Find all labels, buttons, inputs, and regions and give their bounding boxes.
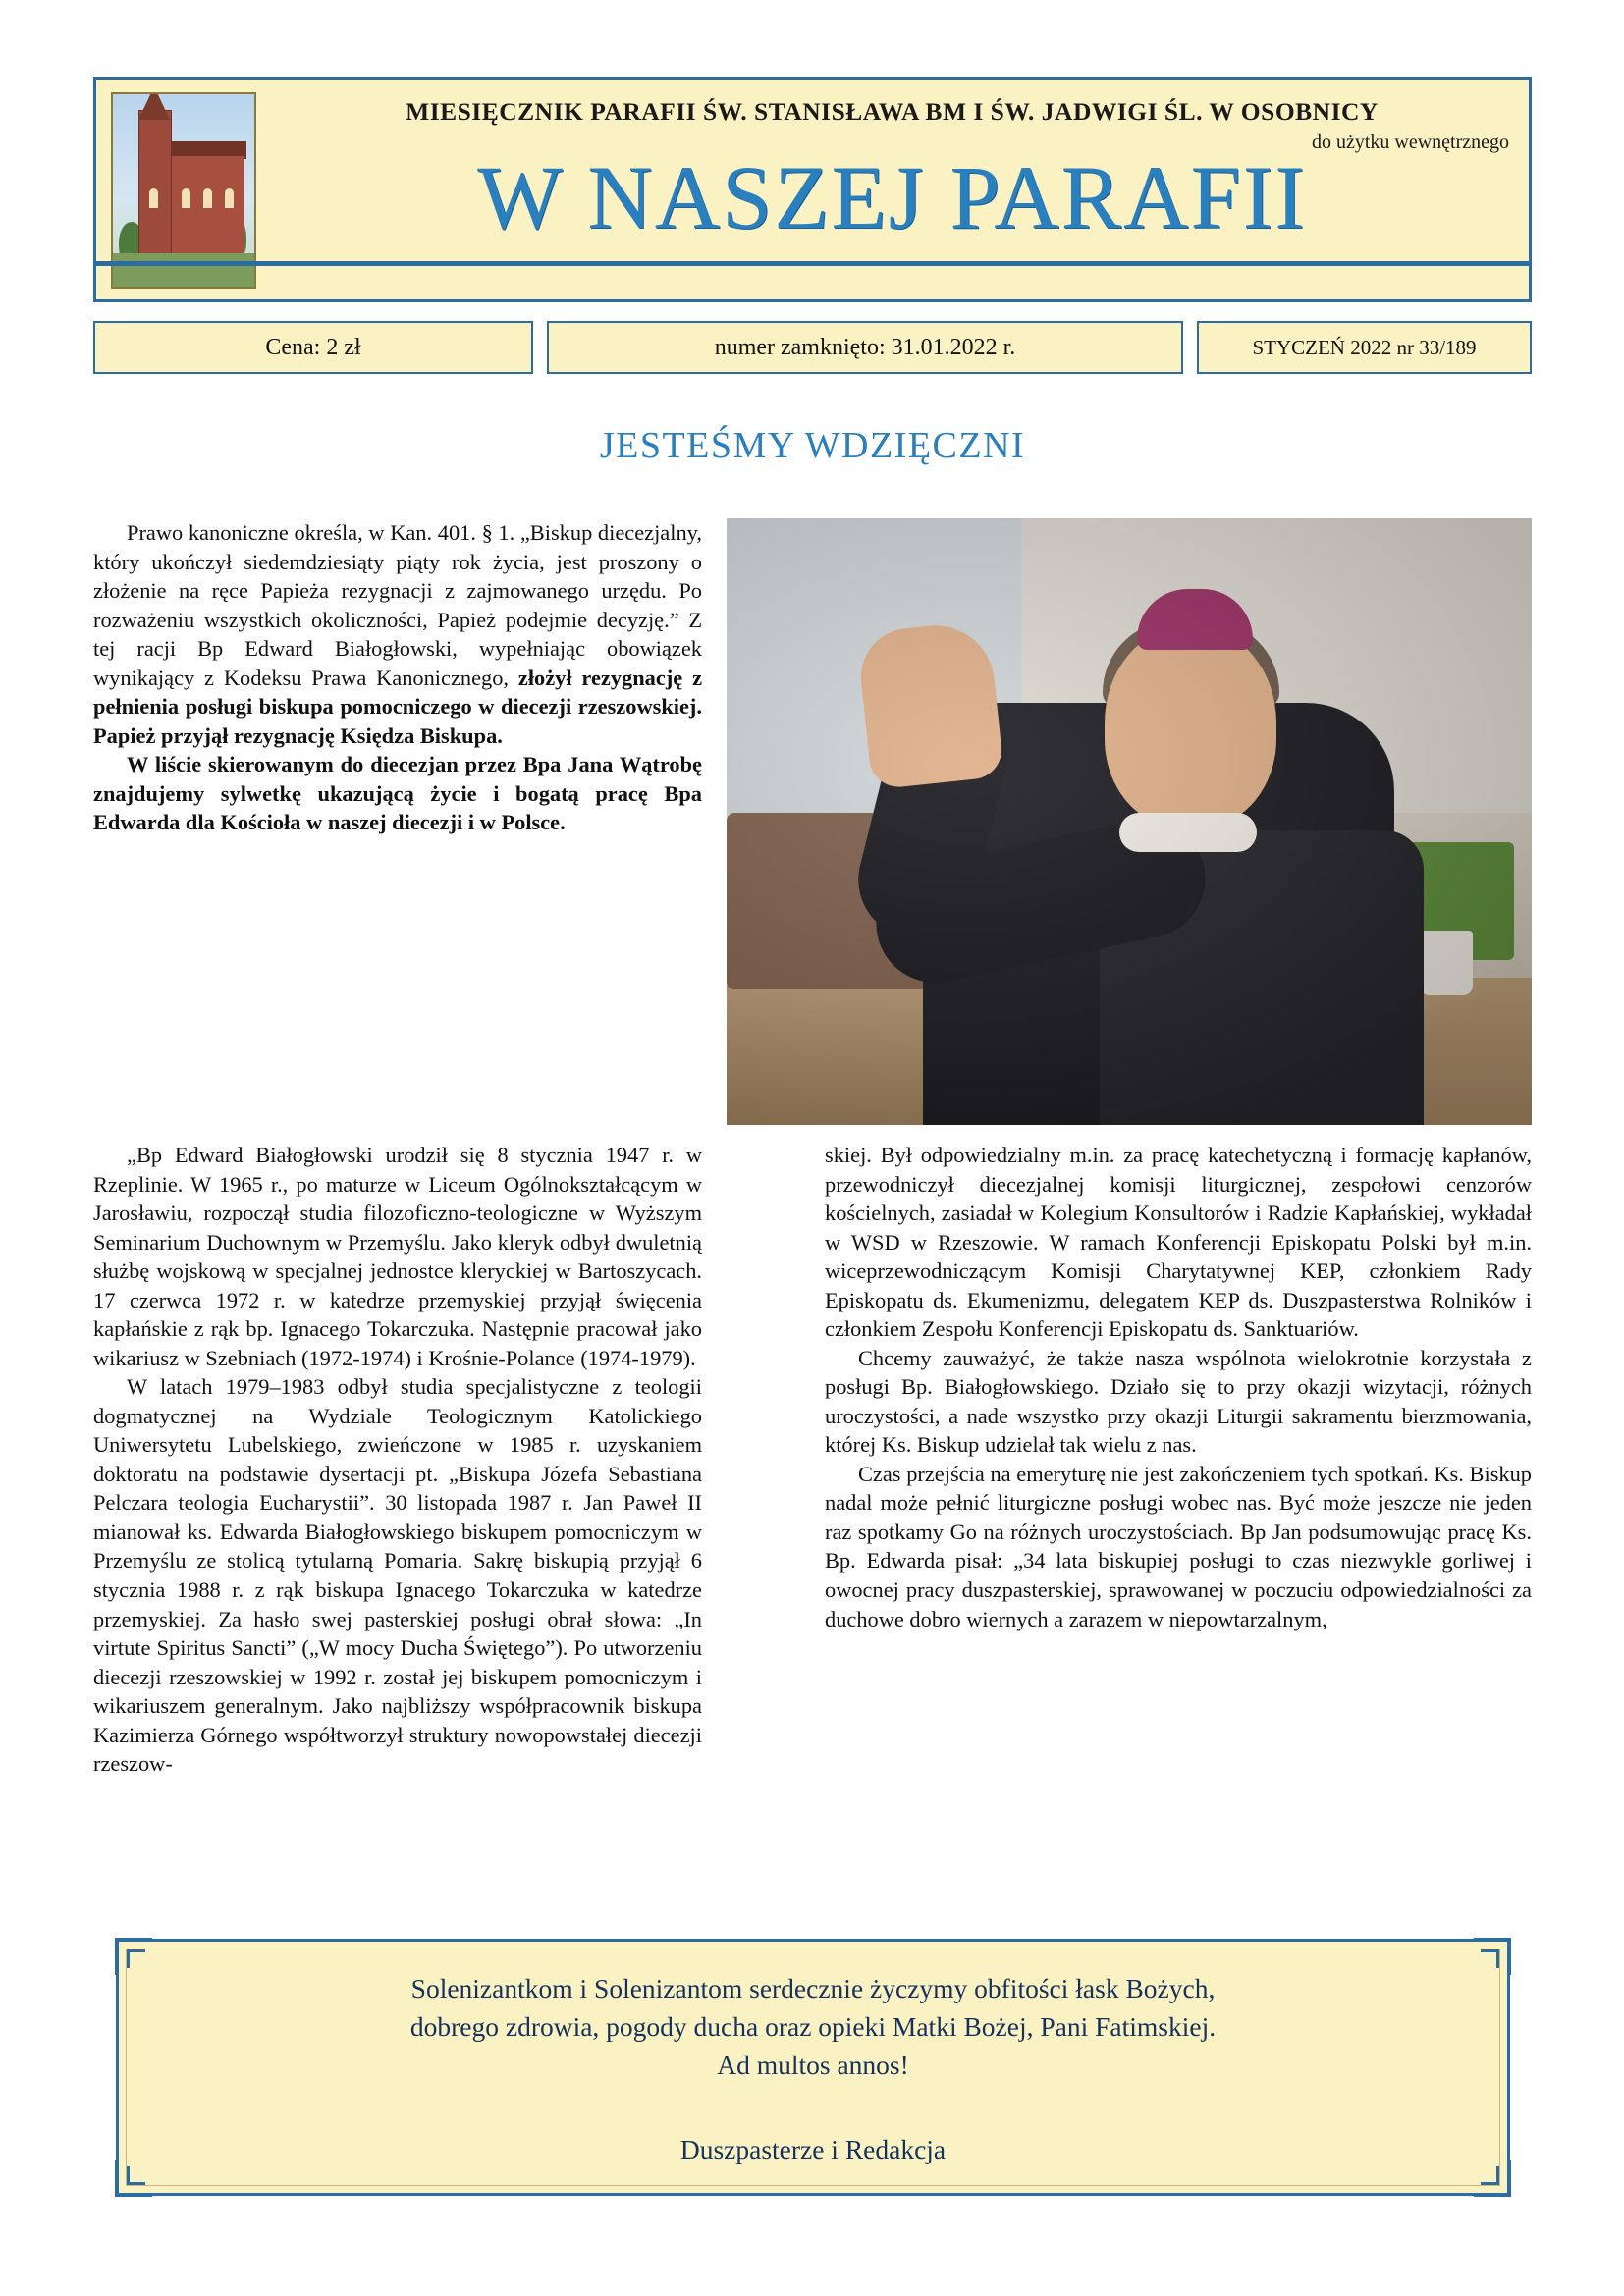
paragraph-b2: W latach 1979–1983 odbył studia specjalistyczne z teologii dogmatycznej na Wydziale Teologicznym Katolickiego Uniwersytetu Lubelskiego, zwieńczone w 1985 r. uzyskaniem doktoratu na podstawie dysertacji pt. „Biskupa Józefa Sebastiana Pelczara teologia Eucharystii”. 30 listopada 1987 r. Jan Paweł II mianował ks. Edwarda Białogłowskiego biskupem pomocniczym w Przemyślu ze stolicą tytularną Pomaria. Sakrę biskupią przyjął 6 stycznia 1988 r. z rąk biskupa Ignacego Tokarczuka w katedrze przemyskiej. Za hasło swej pasterskiej posługi obrał słowa: „In virtute Spiritus Sancti” („W mocy Ducha Świętego”). Po utworzeniu diecezji rzeszowskiej w 1992 r. został jej biskupem pomocniczym i wikariuszem generalnym. Jako najbliższy współpracownik biskupa Kazimierza Górnego współtworzył struktury nowopowstałej diecezji rzeszow- [93,1374,702,1777]
article-title: JESTEŚMY WDZIĘCZNI [599,425,1026,466]
article-column-b [93,1141,702,1779]
paragraph-a1-bold: złożył rezygnację z pełnienia posługi biskupa pomocniczego w diecezji rzeszowskiej. Papież przyjął rezygnację Księdza Biskupa. [93,665,703,748]
greeting-signature: Duszpasterze i Redakcja [679,2134,947,2164]
church-photo [111,92,256,289]
bishop-photo [727,518,1532,1125]
article-column-c [825,1141,1532,1633]
masthead-subtitle: MIESIĘCZNIK PARAFII ŚW. STANISŁAWA BM I ŚW. JADWIGI ŚL. W OSOBNICY [406,97,1379,126]
masthead-divider [96,261,1529,266]
paragraph-c2: Chcemy zauważyć, że także nasza wspólnota wielokrotnie korzystała z posługi Bp. Białogłowskiego. Działo się to przy okazji wizytacji, różnych uroczystości, a nade wszystko przy okazji Liturgii sakramentu bierzmowania, której Ks. Biskup udzielał tak wielu z nas. [825,1345,1532,1458]
paragraph-a2 [93,750,702,837]
page-title: W NASZEJ PARAFII [477,147,1307,247]
masthead-internal-note: do użytku wewnętrznego [1311,132,1509,153]
greeting-text [178,1969,1448,2084]
masthead [93,77,1532,302]
paragraph-a1-text: Prawo kanoniczne określa, w Kan. 401. § 1. „Biskup diecezjalny, który ukończył siedemdziesiąty piąty rok życia, jest proszony o złożenie na ręce Papieża rezygnacji z zajmowanego urzędu. Po rozważeniu wszystkich okoliczności, Papież podejmie decyzję.” Z tej racji Bp Edward Białogłowski, wypełniając obowiązek wynikający z Kodeksu Prawa Kanonicznego, [93,520,702,690]
greeting-line-2: dobrego zdrowia, pogody ducha oraz opieki Matki Bożej, Pani Fatimskiej. [409,2011,1217,2043]
closing-date-box: numer zamknięto: 31.01.2022 r. [547,321,1183,374]
price-box: Cena: 2 zł [93,321,533,374]
paragraph-a2-bold: W liście skierowanym do diecezjan przez Bpa Jana Wątrobę znajdujemy sylwetkę ukazującą życie i bogatą pracę Bpa Edwarda dla Kościoła w naszej diecezji i w Polsce. [93,752,702,835]
paragraph-a1 [93,518,702,750]
greeting-line-1: Solenizantkom i Solenizantom serdecznie życzymy obfitości łask Bożych, [410,1973,1216,2003]
greeting-box [116,1939,1510,2196]
article-column-a [93,518,702,837]
paragraph-c3: Czas przejścia na emeryturę nie jest zakończeniem tych spotkań. Ks. Biskup nadal może pełnić liturgiczne posługi wobec nas. Być może jeszcze nie jeden raz spotkamy Go na różnych uroczystościach. Bp Jan podsumowując pracę Ks. Bp. Edwarda pisał: „34 lata biskupiej posługi to czas niezwykle gorliwej i owocnej pracy duszpasterskiej, sprawowanej w poczuciu odpowiedzialności za duchowe dobro wiernych a zarazem w niepowtarzalnym, [825,1461,1532,1631]
info-bar [93,321,1532,374]
greeting-line-3: Ad multos annos! [717,2050,909,2081]
paragraph-b1: „Bp Edward Białogłowski urodził się 8 stycznia 1947 r. w Rzeplinie. W 1965 r., po maturze w Liceum Ogólnokształcącym w Jarosławiu, rozpoczął studia filozoficzno-teologiczne w Wyższym Seminarium Duchownym w Przemyślu. Jako kleryk odbył dwuletnią służbę wojskową w specjalnej jednostce kleryckiej w Bartoszycach. 17 czerwca 1972 r. w katedrze przemyskiej przyjął święcenia kapłańskie z rąk bp. Ignacego Tokarczuka. Następnie pracował jako wikariusz w Szebniach (1972-1974) i Krośnie-Polance (1974-1979). [93,1143,702,1370]
paragraph-c1: skiej. Był odpowiedzialny m.in. za pracę katechetyczną i formację kapłanów, przewodniczył diecezjalnej komisji liturgicznej, zespołowi cenzorów kościelnych, zasiadał w Kolegium Konsultorów i Radzie Kapłańskiej, wykładał w WSD w Rzeszowie. W ramach Konferencji Episkopatu Polski był m.in. wiceprzewodniczącym Komisji Charytatywnej KEP, członkiem Rady Episkopatu ds. Ekumenizmu, delegatem KEP ds. Duszpasterstwa Rolników i członkiem Zespołu Konferencji Episkopatu ds. Sanktuariów. [825,1143,1532,1342]
issue-number-box: STYCZEŃ 2022 nr 33/189 [1197,321,1532,374]
